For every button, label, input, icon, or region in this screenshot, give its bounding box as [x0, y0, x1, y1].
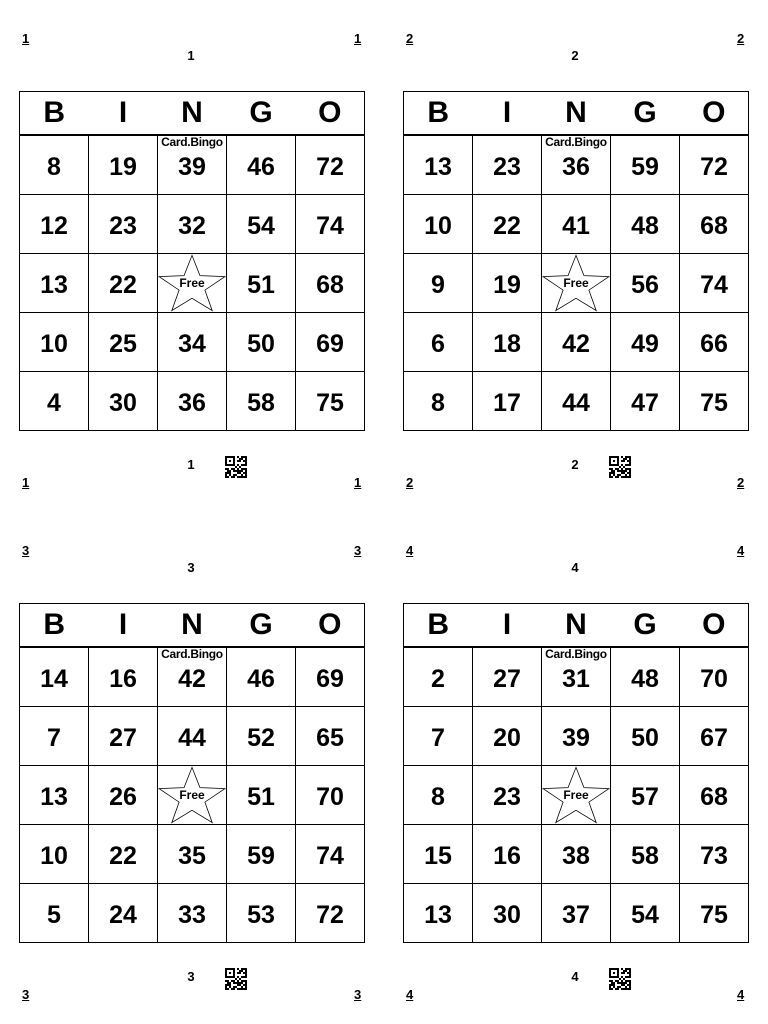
bingo-cell	[404, 707, 473, 766]
cell-number: 72	[316, 152, 344, 181]
bingo-cell	[680, 884, 749, 943]
cell-number: 23	[493, 782, 521, 811]
card-id-top-center: 2	[571, 48, 579, 63]
bingo-cell	[158, 825, 227, 884]
bingo-cell	[680, 825, 749, 884]
cell-number: 8	[47, 152, 61, 181]
card-id-bottom-left: 3	[22, 987, 30, 1002]
bingo-cell	[473, 372, 542, 431]
column-header: N	[542, 92, 611, 136]
qr-code-icon	[609, 456, 631, 478]
bingo-cell	[20, 313, 89, 372]
bingo-cell	[404, 195, 473, 254]
cell-number: 51	[247, 782, 275, 811]
cell-number: 52	[247, 723, 275, 752]
cell-number: 47	[631, 388, 659, 417]
bingo-cell	[611, 884, 680, 943]
bingo-cell	[227, 313, 296, 372]
cell-number: 23	[493, 152, 521, 181]
column-header: I	[473, 92, 542, 136]
cell-number: 42	[562, 329, 590, 358]
bingo-cell	[227, 195, 296, 254]
bingo-cell	[680, 766, 749, 825]
cell-number: 16	[109, 664, 137, 693]
bingo-cell	[404, 254, 473, 313]
cell-number: 68	[700, 211, 728, 240]
bingo-cell	[680, 707, 749, 766]
bingo-cell	[20, 195, 89, 254]
free-space	[158, 254, 227, 313]
cell-number: 67	[700, 723, 728, 752]
card-id-top-left: 1	[22, 31, 30, 46]
bingo-cell	[404, 884, 473, 943]
cell-number: 5	[47, 900, 61, 929]
cell-number: 36	[178, 388, 206, 417]
cell-number: 57	[631, 782, 659, 811]
bingo-cell	[89, 884, 158, 943]
card-id-bottom-right: 2	[737, 475, 745, 490]
cell-number: 75	[700, 900, 728, 929]
bingo-cell	[542, 372, 611, 431]
cell-number: 51	[247, 270, 275, 299]
bingo-cell	[20, 707, 89, 766]
bingo-cell	[680, 647, 749, 707]
bingo-cell	[473, 884, 542, 943]
bingo-cell	[89, 647, 158, 707]
card-id-top-center: 1	[187, 48, 195, 63]
card-id-top-right: 1	[354, 31, 362, 46]
bingo-cell	[20, 372, 89, 431]
cell-number: 70	[700, 664, 728, 693]
cell-number: 75	[316, 388, 344, 417]
bingo-cell	[542, 825, 611, 884]
bingo-cell	[227, 707, 296, 766]
bingo-cell	[404, 135, 473, 195]
bingo-cell	[611, 135, 680, 195]
card-id-bottom-right: 3	[354, 987, 362, 1002]
bingo-cell	[473, 707, 542, 766]
qr-code-icon	[225, 456, 247, 478]
bingo-cell	[158, 647, 227, 707]
bingo-cell	[542, 647, 611, 707]
bingo-cell	[611, 313, 680, 372]
cell-number: 19	[109, 152, 137, 181]
card-id-bottom-center: 4	[571, 969, 579, 984]
bingo-cell	[296, 313, 365, 372]
cell-number: 9	[431, 270, 445, 299]
free-label: Free	[563, 788, 589, 802]
cell-number: 50	[631, 723, 659, 752]
cell-number: 30	[109, 388, 137, 417]
bingo-cell	[20, 766, 89, 825]
bingo-cell	[404, 766, 473, 825]
card-id-top-right: 4	[737, 543, 745, 558]
bingo-cell	[611, 195, 680, 254]
bingo-cell	[89, 372, 158, 431]
free-label: Free	[179, 276, 205, 290]
column-header: G	[227, 92, 296, 136]
bingo-cell	[296, 135, 365, 195]
bingo-cell	[542, 707, 611, 766]
cell-number: 69	[316, 329, 344, 358]
column-header: O	[296, 92, 365, 136]
card-id-bottom-center: 2	[571, 457, 579, 472]
column-header: G	[611, 604, 680, 648]
cell-number: 42	[178, 664, 206, 693]
bingo-cell	[473, 254, 542, 313]
bingo-cell	[89, 254, 158, 313]
cell-number: 74	[316, 211, 344, 240]
column-header: I	[89, 92, 158, 136]
bingo-cell	[227, 884, 296, 943]
brand-label: Card.Bingo	[161, 135, 223, 149]
column-header: I	[473, 604, 542, 648]
cell-number: 58	[247, 388, 275, 417]
bingo-cell	[158, 135, 227, 195]
card-id-bottom-center: 1	[187, 457, 195, 472]
column-header: N	[158, 604, 227, 648]
cell-number: 38	[562, 841, 590, 870]
bingo-cell	[296, 884, 365, 943]
bingo-cell	[473, 825, 542, 884]
cell-number: 70	[316, 782, 344, 811]
cell-number: 39	[562, 723, 590, 752]
cell-number: 14	[40, 664, 68, 693]
bingo-card-panel	[0, 0, 384, 512]
cell-number: 27	[109, 723, 137, 752]
bingo-cell	[20, 647, 89, 707]
card-id-bottom-right: 4	[737, 987, 745, 1002]
cell-number: 35	[178, 841, 206, 870]
cell-number: 22	[109, 841, 137, 870]
card-id-top-right: 2	[737, 31, 745, 46]
bingo-card	[19, 91, 365, 431]
column-header: G	[227, 604, 296, 648]
bingo-cell	[296, 647, 365, 707]
card-id-top-left: 4	[406, 543, 414, 558]
brand-label: Card.Bingo	[545, 135, 607, 149]
bingo-cell	[296, 372, 365, 431]
cell-number: 24	[109, 900, 137, 929]
bingo-cell	[296, 195, 365, 254]
cell-number: 34	[178, 329, 206, 358]
bingo-cell	[404, 313, 473, 372]
card-id-bottom-center: 3	[187, 969, 195, 984]
cell-number: 26	[109, 782, 137, 811]
cell-number: 33	[178, 900, 206, 929]
cell-number: 36	[562, 152, 590, 181]
bingo-card-panel	[0, 512, 384, 1024]
bingo-cell	[542, 313, 611, 372]
cell-number: 44	[562, 388, 590, 417]
bingo-cell	[473, 313, 542, 372]
column-header: I	[89, 604, 158, 648]
bingo-cell	[89, 707, 158, 766]
cell-number: 48	[631, 664, 659, 693]
cell-number: 25	[109, 329, 137, 358]
cell-number: 8	[431, 388, 445, 417]
bingo-cell	[473, 195, 542, 254]
cell-number: 22	[109, 270, 137, 299]
bingo-cell	[227, 135, 296, 195]
bingo-cell	[473, 647, 542, 707]
card-id-bottom-left: 4	[406, 987, 414, 1002]
cell-number: 22	[493, 211, 521, 240]
card-id-top-left: 2	[406, 31, 414, 46]
bingo-card-panel	[384, 0, 768, 512]
card-id-top-center: 3	[187, 560, 195, 575]
bingo-cell	[680, 135, 749, 195]
free-label: Free	[563, 276, 589, 290]
cell-number: 46	[247, 664, 275, 693]
cell-number: 10	[40, 329, 68, 358]
bingo-cell	[158, 884, 227, 943]
card-id-top-center: 4	[571, 560, 579, 575]
bingo-cell	[296, 254, 365, 313]
cell-number: 49	[631, 329, 659, 358]
cell-number: 68	[700, 782, 728, 811]
cell-number: 15	[424, 841, 452, 870]
bingo-cell	[611, 254, 680, 313]
column-header: O	[296, 604, 365, 648]
free-label: Free	[179, 788, 205, 802]
cell-number: 37	[562, 900, 590, 929]
cell-number: 13	[424, 900, 452, 929]
qr-code-icon	[225, 968, 247, 990]
bingo-cell	[404, 372, 473, 431]
column-header: B	[404, 604, 473, 648]
bingo-cell	[158, 707, 227, 766]
cell-number: 23	[109, 211, 137, 240]
bingo-cell	[611, 647, 680, 707]
cell-number: 73	[700, 841, 728, 870]
cell-number: 72	[700, 152, 728, 181]
bingo-cell	[542, 135, 611, 195]
bingo-cell	[89, 313, 158, 372]
bingo-cell	[611, 766, 680, 825]
bingo-cell	[227, 254, 296, 313]
cell-number: 20	[493, 723, 521, 752]
cell-number: 19	[493, 270, 521, 299]
column-header: O	[680, 92, 749, 136]
cell-number: 58	[631, 841, 659, 870]
brand-label: Card.Bingo	[545, 647, 607, 661]
cell-number: 13	[40, 782, 68, 811]
column-header: O	[680, 604, 749, 648]
bingo-cell	[89, 195, 158, 254]
cell-number: 30	[493, 900, 521, 929]
cell-number: 32	[178, 211, 206, 240]
cell-number: 6	[431, 329, 445, 358]
column-header: B	[20, 604, 89, 648]
cell-number: 56	[631, 270, 659, 299]
bingo-cell	[680, 254, 749, 313]
cell-number: 31	[562, 664, 590, 693]
cell-number: 7	[47, 723, 61, 752]
qr-code-icon	[609, 968, 631, 990]
bingo-card	[403, 603, 749, 943]
cell-number: 50	[247, 329, 275, 358]
bingo-cell	[611, 707, 680, 766]
bingo-cell	[158, 372, 227, 431]
cell-number: 10	[424, 211, 452, 240]
bingo-cell	[227, 372, 296, 431]
cell-number: 27	[493, 664, 521, 693]
bingo-card	[19, 603, 365, 943]
cell-number: 59	[631, 152, 659, 181]
card-id-top-right: 3	[354, 543, 362, 558]
bingo-cell	[473, 135, 542, 195]
cell-number: 54	[631, 900, 659, 929]
cell-number: 7	[431, 723, 445, 752]
bingo-cell	[680, 195, 749, 254]
cell-number: 75	[700, 388, 728, 417]
cell-number: 2	[431, 664, 445, 693]
brand-label: Card.Bingo	[161, 647, 223, 661]
cell-number: 18	[493, 329, 521, 358]
bingo-card	[403, 91, 749, 431]
card-id-bottom-left: 1	[22, 475, 30, 490]
free-space	[158, 766, 227, 825]
cell-number: 59	[247, 841, 275, 870]
bingo-cell	[89, 766, 158, 825]
bingo-cell	[227, 647, 296, 707]
cell-number: 16	[493, 841, 521, 870]
cell-number: 41	[562, 211, 590, 240]
bingo-cell	[680, 313, 749, 372]
bingo-cell	[680, 372, 749, 431]
bingo-cell	[296, 707, 365, 766]
column-header: G	[611, 92, 680, 136]
bingo-card-panel	[384, 512, 768, 1024]
bingo-cell	[227, 766, 296, 825]
card-id-bottom-right: 1	[354, 475, 362, 490]
cell-number: 53	[247, 900, 275, 929]
bingo-cell	[611, 825, 680, 884]
bingo-cell	[296, 766, 365, 825]
bingo-cell	[404, 647, 473, 707]
cell-number: 13	[40, 270, 68, 299]
bingo-cell	[158, 313, 227, 372]
free-space	[542, 766, 611, 825]
cell-number: 54	[247, 211, 275, 240]
bingo-cell	[296, 825, 365, 884]
bingo-cell	[20, 884, 89, 943]
cell-number: 10	[40, 841, 68, 870]
cell-number: 65	[316, 723, 344, 752]
column-header: B	[20, 92, 89, 136]
bingo-cell	[20, 135, 89, 195]
card-id-top-left: 3	[22, 543, 30, 558]
bingo-cell	[158, 195, 227, 254]
cell-number: 4	[47, 388, 61, 417]
bingo-cell	[542, 884, 611, 943]
cell-number: 66	[700, 329, 728, 358]
cell-number: 44	[178, 723, 206, 752]
free-space	[542, 254, 611, 313]
bingo-cell	[20, 825, 89, 884]
cell-number: 72	[316, 900, 344, 929]
cell-number: 74	[316, 841, 344, 870]
cell-number: 39	[178, 152, 206, 181]
column-header: N	[542, 604, 611, 648]
card-id-bottom-left: 2	[406, 475, 414, 490]
column-header: B	[404, 92, 473, 136]
bingo-cell	[227, 825, 296, 884]
cell-number: 46	[247, 152, 275, 181]
bingo-cell	[404, 825, 473, 884]
cell-number: 69	[316, 664, 344, 693]
bingo-cell	[89, 135, 158, 195]
cell-number: 13	[424, 152, 452, 181]
bingo-cell	[611, 372, 680, 431]
bingo-cell	[473, 766, 542, 825]
cell-number: 12	[40, 211, 68, 240]
bingo-cell	[20, 254, 89, 313]
cell-number: 8	[431, 782, 445, 811]
cell-number: 68	[316, 270, 344, 299]
cell-number: 17	[493, 388, 521, 417]
bingo-cell	[89, 825, 158, 884]
cell-number: 74	[700, 270, 728, 299]
column-header: N	[158, 92, 227, 136]
cell-number: 48	[631, 211, 659, 240]
bingo-cell	[542, 195, 611, 254]
